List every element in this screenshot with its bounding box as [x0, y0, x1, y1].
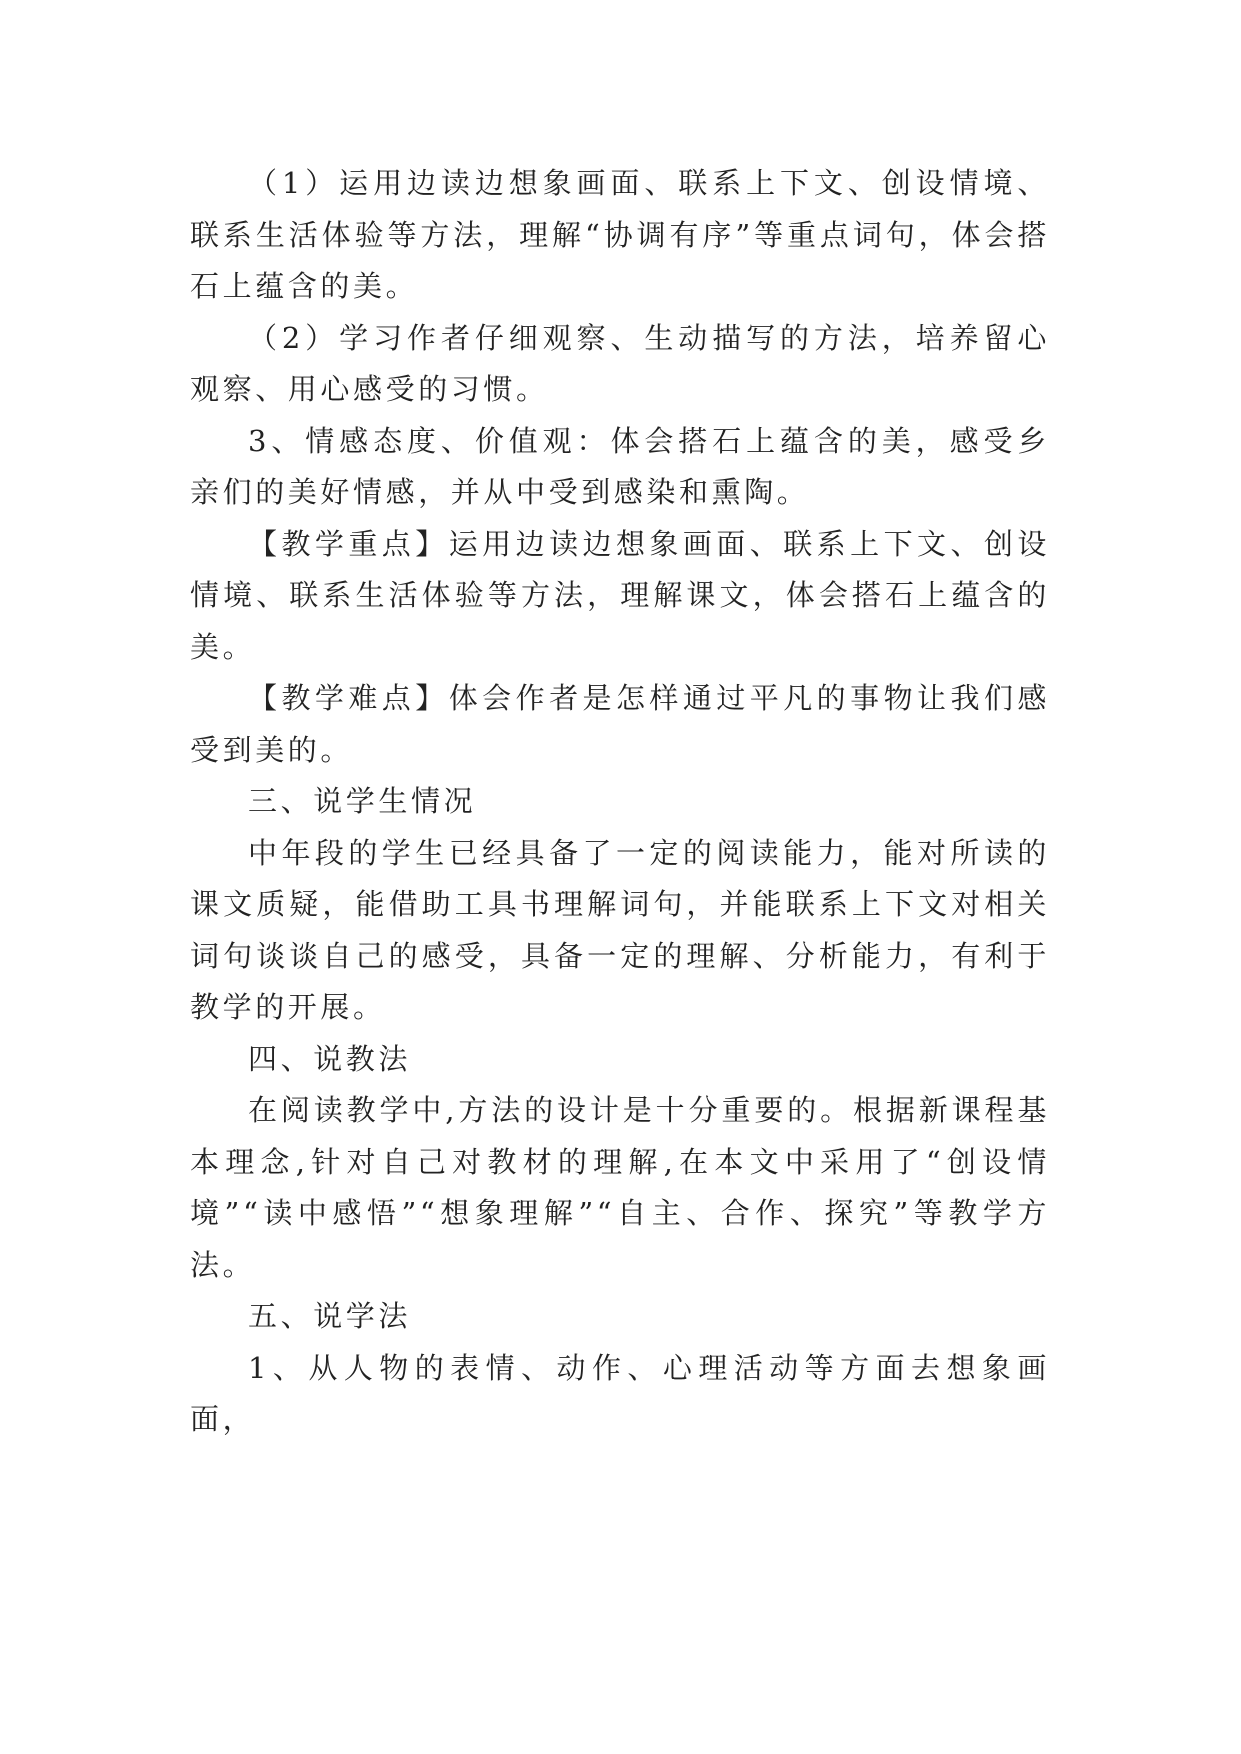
teaching-method-paragraph: 在阅读教学中,方法的设计是十分重要的。根据新课程基本理念,针对自己对教材的理解,在本文中采用了“创设情境”“读中感悟”“想象理解”“自主、合作、探究”等教学方法。: [190, 1093, 1050, 1282]
section-heading-learning-method: 五、说学法: [248, 1299, 412, 1333]
learning-method-paragraph-1: 1、从人物的表情、动作、心理活动等方面去想象画面，: [190, 1350, 1050, 1436]
objective-paragraph-1: （1）运用边读边想象画面、联系上下文、创设情境、联系生活体验等方法，理解“协调有序”等重点词句，体会搭石上蕴含的美。: [190, 166, 1050, 303]
teaching-focus-paragraph: 【教学重点】运用边读边想象画面、联系上下文、创设情境、联系生活体验等方法，理解课文，体会搭石上蕴含的美。: [190, 526, 1050, 664]
document-body: [190, 158, 1050, 1446]
teaching-difficulty-paragraph: 【教学难点】体会作者是怎样通过平凡的事物让我们感受到美的。: [190, 681, 1050, 767]
emotion-values-paragraph: 3、情感态度、价值观：体会搭石上蕴含的美，感受乡亲们的美好情感，并从中受到感染和熏陶。: [190, 423, 1050, 509]
objective-paragraph-2: （2）学习作者仔细观察、生动描写的方法，培养留心观察、用心感受的习惯。: [190, 320, 1050, 406]
section-heading-teaching-method: 四、说教法: [248, 1041, 412, 1076]
section-heading-students: 三、说学生情况: [248, 784, 477, 818]
students-paragraph: 中年段的学生已经具备了一定的阅读能力，能对所读的课文质疑，能借助工具书理解词句，并能联系上下文对相关词句谈谈自己的感受，具备一定的理解、分析能力，有利于教学的开展。: [190, 835, 1050, 1024]
